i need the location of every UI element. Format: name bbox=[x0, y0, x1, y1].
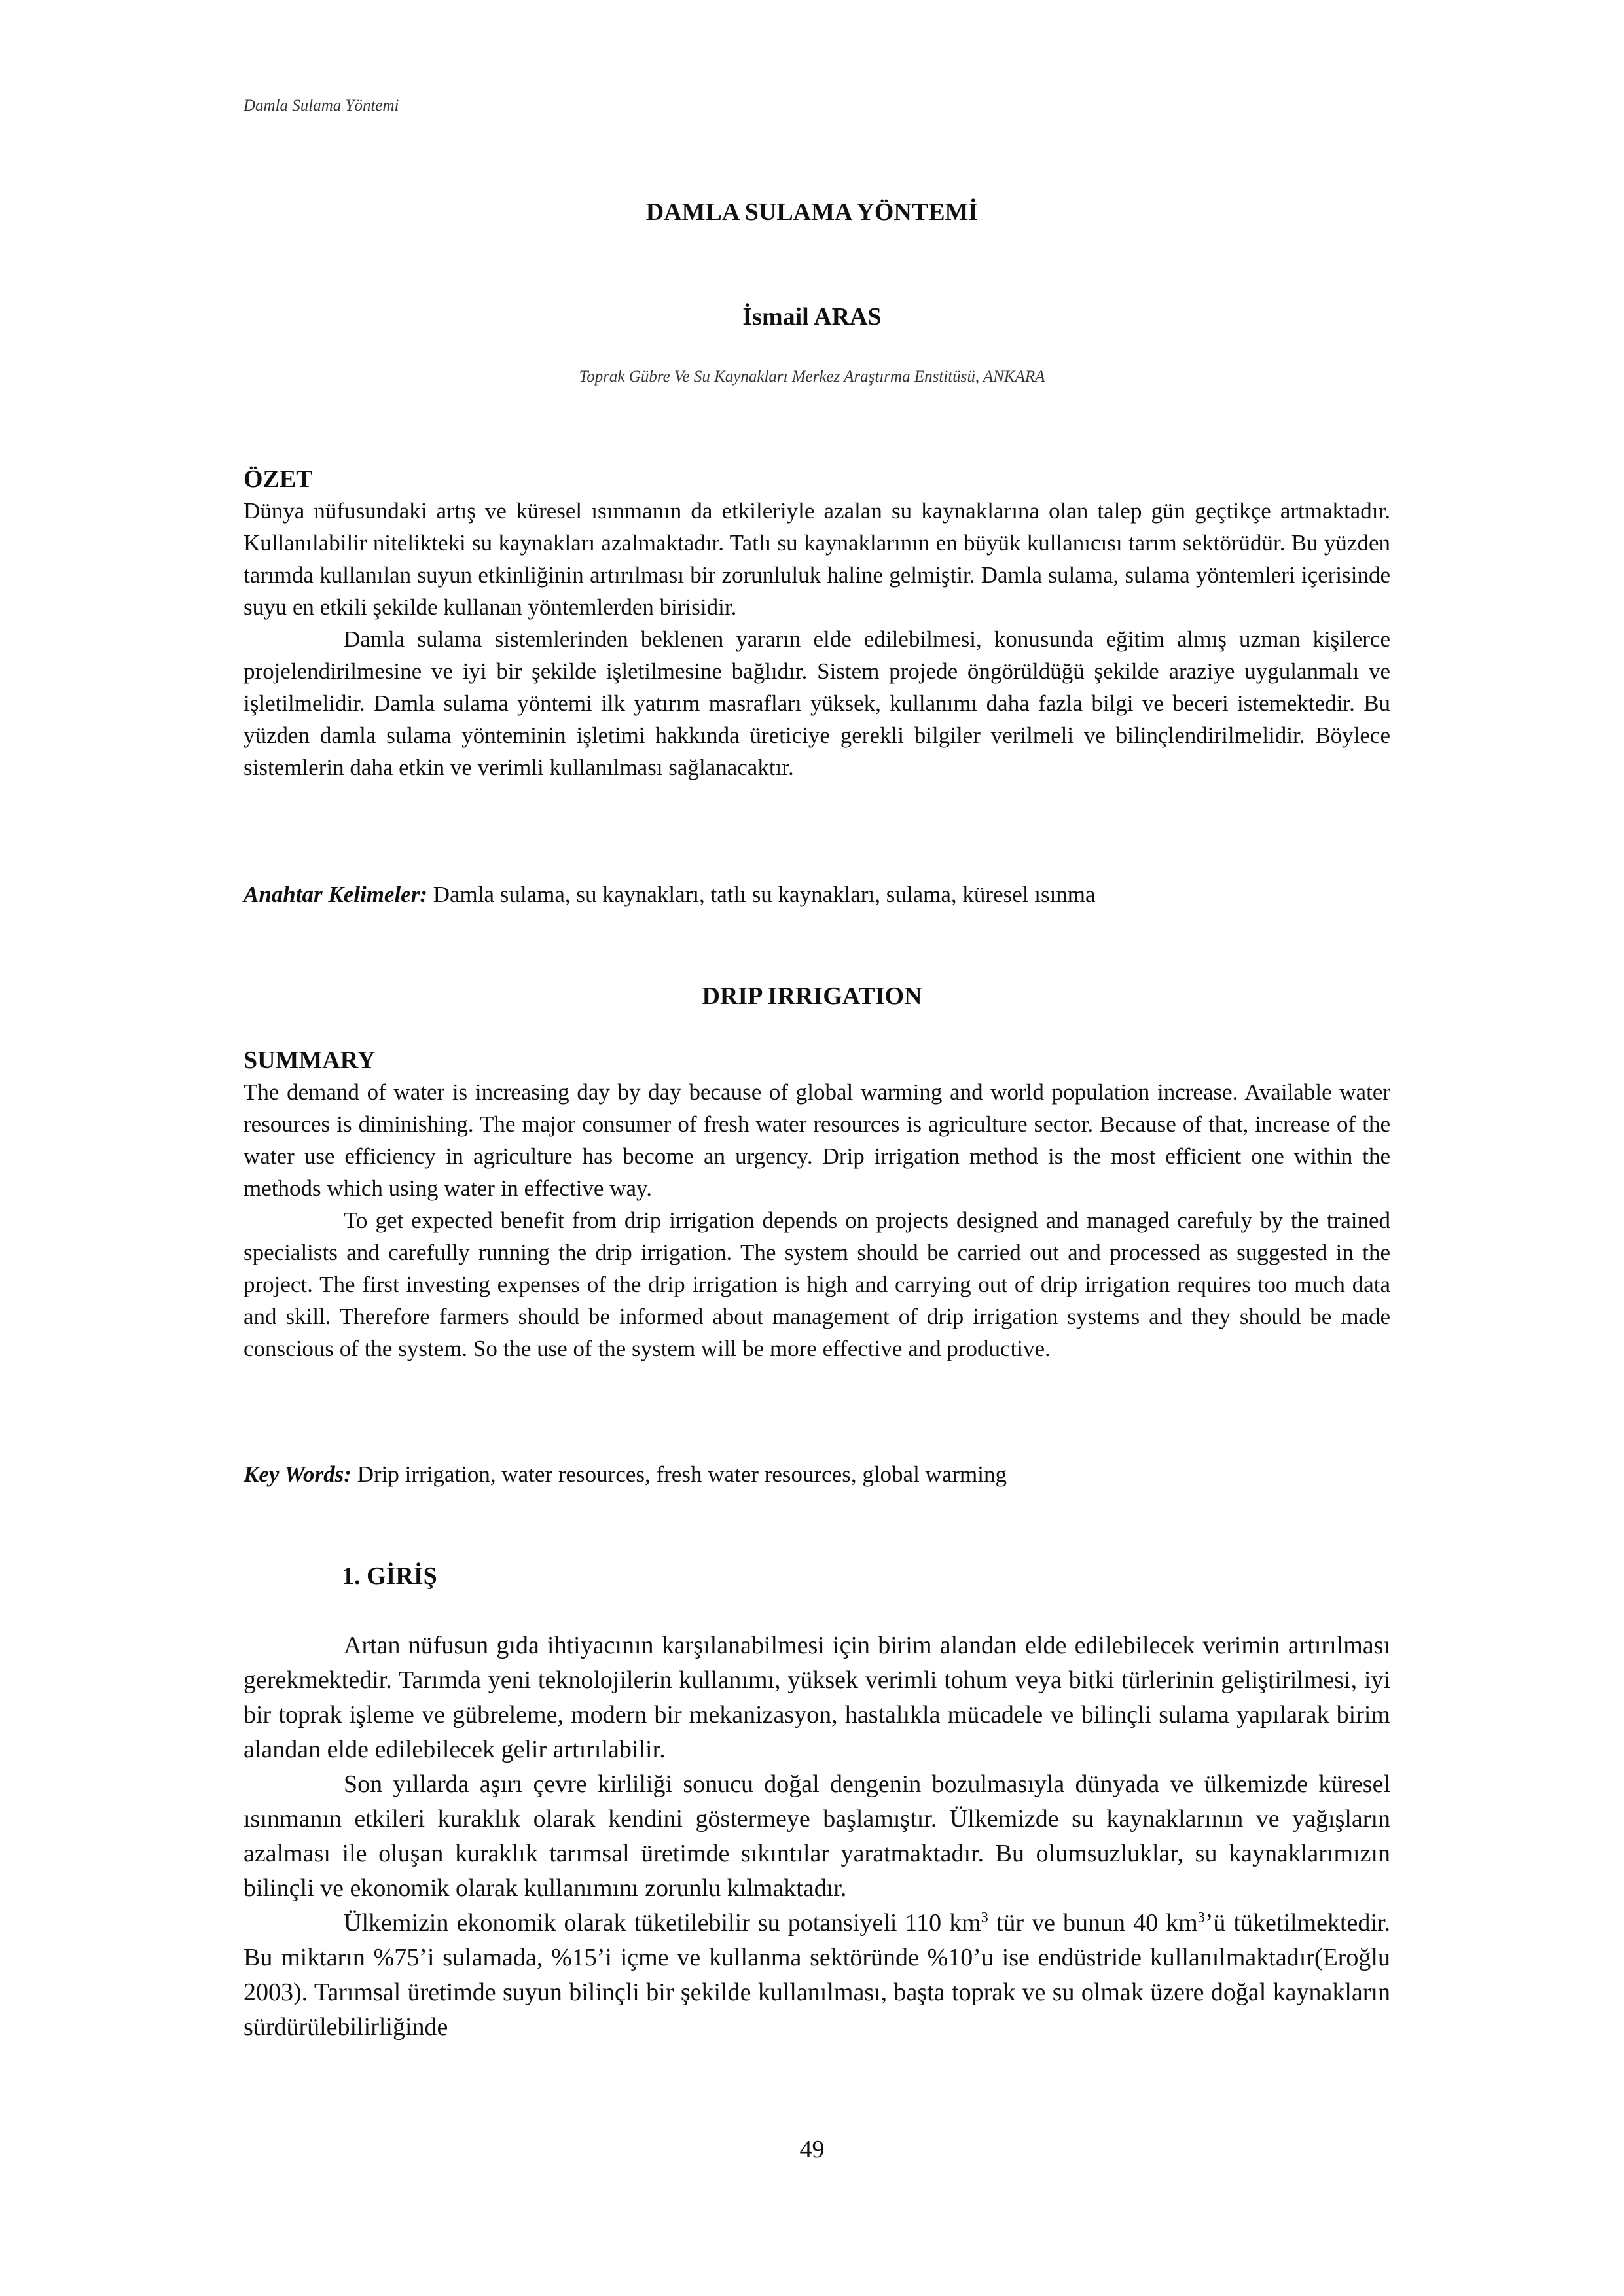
page-number: 49 bbox=[799, 2136, 825, 2163]
summary-paragraph-1: The demand of water is increasing day by day because of global warming and world population increase. Available water resources is diminishing. The major consumer of fresh water resources is agriculture sector. Because of that, increase of the water use efficiency in agriculture has become an urgency. Drip irrigation method is the most efficient one within the methods which using water in effective way. bbox=[244, 1079, 1390, 1201]
ozet-keywords-list: Damla sulama, su kaynakları, tatlı su kaynakları, sulama, küresel ısınma bbox=[427, 882, 1096, 907]
author-name: İsmail ARAS bbox=[742, 303, 882, 331]
superscript-3: 3 bbox=[1197, 1909, 1205, 1926]
ozet-heading: ÖZET bbox=[244, 465, 313, 493]
superscript-3: 3 bbox=[981, 1909, 988, 1926]
summary-keywords bbox=[244, 1458, 1396, 1490]
summary-heading: SUMMARY bbox=[244, 1047, 376, 1074]
section-1-paragraph-3 bbox=[244, 1906, 1390, 2045]
section-1-heading: 1. GİRİŞ bbox=[342, 1562, 437, 1590]
ozet-paragraph-2: Damla sulama sistemlerinden beklenen yararın elde edilebilmesi, konusunda eğitim almış uzman kişilerce projelendirilmesine ve iyi bir şekilde işletilmesine bağlıdır. Sistem projede öngörüldüğü şekilde araziye uygulanmalı ve işletilmelidir. Damla sulama yöntemi ilk yatırım masrafları yüksek, kullanımı daha fazla bilgi ve beceri istemektedir. Bu yüzden damla sulama yönteminin işletimi hakkında üreticiye gerekli bilgiler verilmeli ve bilinçlendirilmelidir. Böylece sistemlerin daha etkin ve verimli kullanılması sağlanacaktır. bbox=[244, 626, 1390, 780]
section-1-body bbox=[244, 1628, 1390, 2045]
summary-abstract bbox=[244, 1076, 1390, 1365]
paragraph-3-text-a: Ülkemizin ekonomik olarak tüketilebilir su potansiyeli 110 km bbox=[344, 1909, 981, 1937]
ozet-abstract bbox=[244, 495, 1390, 783]
summary-paragraph-2: To get expected benefit from drip irrigation depends on projects designed and managed carefuly by the trained specialists and carefully running the drip irrigation. The system should be carried out and processed as suggested in the project. The first investing expenses of the drip irrigation is high and carrying out of drip irrigation requires too much data and skill. Therefore farmers should be informed about management of drip irrigation systems and they should be made conscious of the system. So the use of the system will be more effective and productive. bbox=[244, 1208, 1390, 1361]
ozet-keywords bbox=[244, 878, 1396, 910]
summary-keywords-list: Drip irrigation, water resources, fresh water resources, global warming bbox=[351, 1462, 1007, 1487]
paper-title-english: DRIP IRRIGATION bbox=[702, 982, 922, 1010]
section-1-paragraph-1: Artan nüfusun gıda ihtiyacının karşılanabilmesi için birim alandan elde edilebilecek verimin artırılması gerekmektedir. Tarımda yeni teknolojilerin kullanımı, yüksek verimli tohum veya bitki türlerinin geliştirilmesi, iyi bir toprak işleme ve gübreleme, modern bir mekanizasyon, hastalıkla mücadele ve bilinçli sulama yapılarak birim alandan elde edilebilecek gelir artırılabilir. bbox=[244, 1632, 1390, 1763]
summary-keywords-label: Key Words: bbox=[244, 1462, 352, 1487]
ozet-paragraph-1: Dünya nüfusundaki artış ve küresel ısınmanın da etkileriyle azalan su kaynaklarına olan talep gün geçtikçe artmaktadır. Kullanılabilir nitelikteki su kaynakları azalmaktadır. Tatlı su kaynaklarının en büyük kullanıcısı tarım sektörüdür. Bu yüzden tarımda kullanılan suyun etkinliğinin artırılması bir zorunluluk haline gelmiştir. Damla sulama, sulama yöntemleri içerisinde suyu en etkili şekilde kullanan yöntemlerden birisidir. bbox=[244, 498, 1390, 620]
paragraph-3-text-b: tür ve bunun 40 km bbox=[988, 1909, 1198, 1937]
paragraph-3-text-c: ’ü tüketilmektedir. Bu miktarın %75’i sulamada, %15’i içme ve kullanma sektöründe %10’u ise endüstride kullanılmaktadır(Eroğlu 2003). Tarımsal üretimde suyun bilinçli bir şekilde kullanılması, başta toprak ve su olmak üzere doğal kaynakların sürdürülebilirliğinde bbox=[244, 1909, 1391, 2041]
running-head: Damla Sulama Yöntemi bbox=[244, 97, 399, 115]
author-affiliation: Toprak Gübre Ve Su Kaynakları Merkez Araştırma Enstitüsü, ANKARA bbox=[579, 368, 1045, 386]
paper-title-turkish: DAMLA SULAMA YÖNTEMİ bbox=[645, 198, 979, 226]
ozet-keywords-label: Anahtar Kelimeler: bbox=[244, 882, 427, 907]
section-1-paragraph-2: Son yıllarda aşırı çevre kirliliği sonucu doğal dengenin bozulmasıyla dünyada ve ülkemizde küresel ısınmanın etkileri kuraklık olarak kendini göstermeye başlamıştır. Ülkemizde su kaynaklarının ve yağışların azalması ile oluşan kuraklık tarımsal üretimde sıkıntılar yaratmaktadır. Bu olumsuzluklar, su kaynaklarımızın bilinçli ve ekonomik olarak kullanımını zorunlu kılmaktadır. bbox=[244, 1770, 1390, 1902]
